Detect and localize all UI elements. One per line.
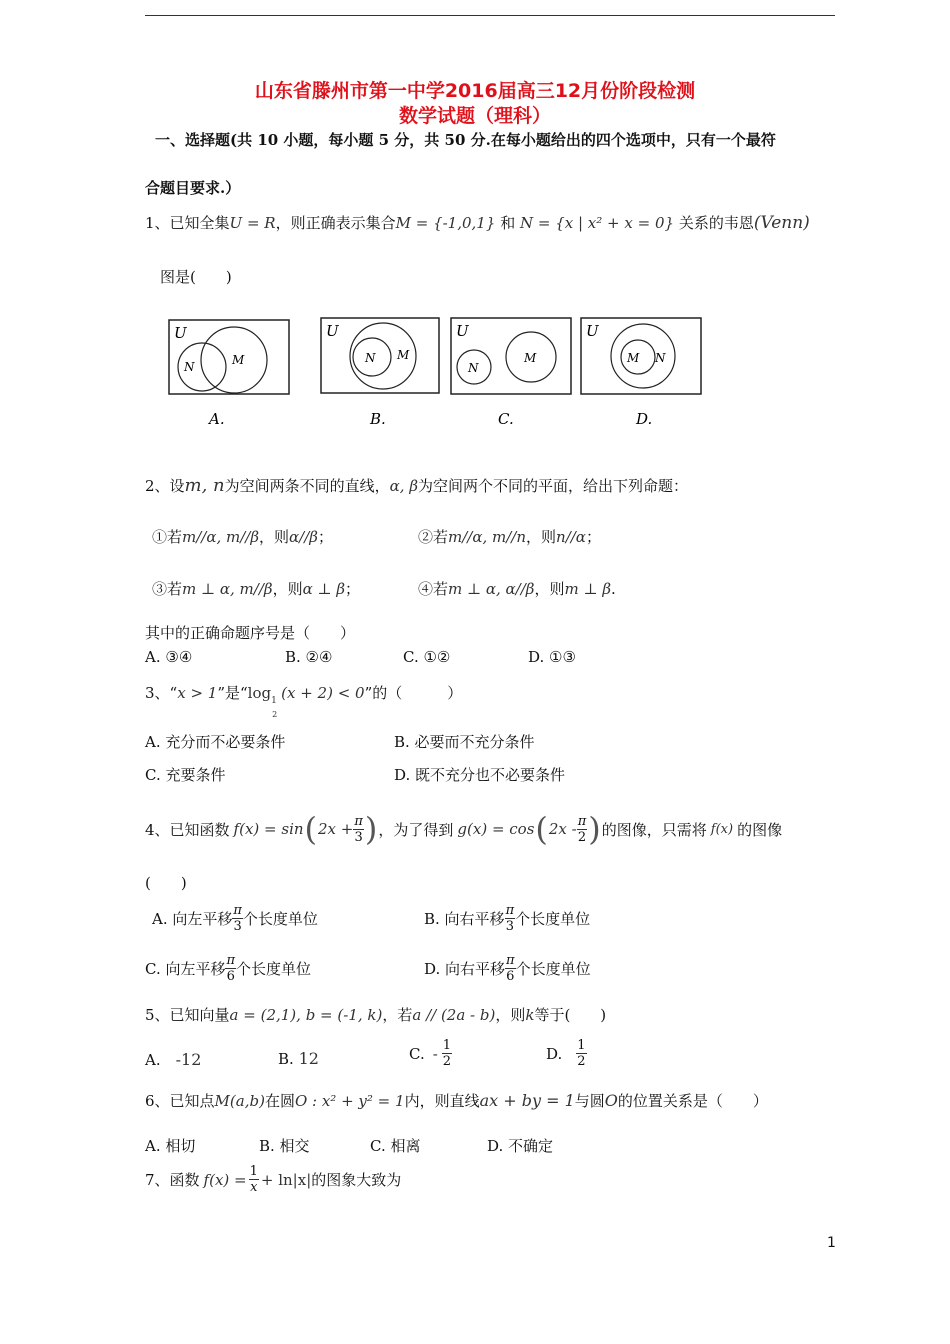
frac-den: 2 — [577, 829, 587, 845]
frac-den: 3 — [354, 829, 363, 845]
section-heading-cont: 合题目要求.） — [145, 179, 241, 197]
p2-text: ，则 — [526, 528, 557, 546]
label-u: U — [174, 324, 187, 342]
venn-label-a: A. — [209, 410, 225, 428]
frac-pi-6 — [225, 953, 236, 984]
proposition-2 — [418, 526, 601, 547]
p3-text: ③若 — [152, 580, 183, 598]
q1-text: 和 — [500, 214, 516, 232]
p1-text: ①若 — [152, 528, 183, 546]
frac-num: 1 — [442, 1038, 452, 1053]
q4-frac-pi-3 — [353, 814, 364, 845]
q6-text: 在圆 — [264, 1092, 295, 1110]
q6-text: 6、已知点 — [145, 1092, 215, 1110]
q5-option-b — [278, 1049, 319, 1068]
q3-math-log: log — [247, 684, 272, 702]
q4-math-arg: 2x + — [318, 820, 354, 838]
q3-text: ”的（ ） — [364, 684, 463, 702]
q4-paren-open: ( — [304, 810, 318, 848]
question-6 — [145, 1090, 768, 1111]
q2-math-mn: m, n — [184, 475, 225, 496]
opt-letter: B. — [278, 1050, 294, 1068]
q4-option-a — [152, 903, 318, 934]
q5-option-a — [145, 1049, 201, 1070]
q5-math-parallel: a // (2a - b) — [412, 1006, 496, 1024]
opt-letter: A. — [145, 1051, 161, 1069]
p1-text: ； — [317, 528, 333, 546]
q2-text: 2、设 — [145, 477, 185, 495]
q3-option-c: C. 充要条件 — [145, 766, 226, 784]
p2-math: m//α, m//n — [448, 528, 527, 546]
q4-option-b — [424, 903, 590, 934]
p2-math: n//α — [556, 528, 586, 546]
q5-option-d — [546, 1038, 587, 1069]
label-n: N — [468, 361, 479, 375]
q1-math-n: N = {x | x² + x = 0} — [519, 214, 675, 232]
q7-frac-1-x — [249, 1164, 259, 1195]
proposition-1 — [152, 526, 333, 547]
q6-math-point: M(a,b) — [214, 1092, 265, 1110]
q6-text: 内，则直线 — [404, 1092, 480, 1110]
opt-letter: D. — [546, 1044, 563, 1063]
p1-math: α//β — [289, 528, 318, 546]
frac-den: 6 — [226, 969, 235, 984]
frac-pi-3 — [232, 903, 243, 934]
q1-text: 1、已知全集 — [145, 214, 230, 232]
q3-option-a: A. 充分而不必要条件 — [145, 733, 286, 751]
q5-text: ，则 — [495, 1006, 526, 1024]
q7-text: 的图象大致为 — [311, 1171, 402, 1189]
proposition-3 — [152, 578, 360, 599]
p3-math: α ⊥ β — [302, 580, 346, 598]
q3-math-x: x > 1 — [177, 684, 218, 702]
q2-math-ab: α, β — [389, 477, 419, 495]
section-heading: 一、选择题(共 10 小题，每小题 5 分，共 50 分.在每小题给出的四个选项中，只有一个最符 — [155, 131, 776, 149]
q7-math-f: f(x) = — [203, 1170, 247, 1189]
frac-num: π — [505, 903, 515, 918]
venn-a — [169, 320, 289, 394]
question-1 — [145, 212, 810, 233]
q4-paren-open: ( — [535, 810, 548, 848]
q3-option-b: B. 必要而不充分条件 — [394, 733, 535, 751]
q1-math-m: M = {-1,0,1} — [395, 214, 496, 232]
q6-text: 与圆 — [574, 1092, 605, 1110]
q5-math-vectors: a = (2,1), b = (-1, k) — [229, 1006, 383, 1024]
question-2-ask: 其中的正确命题序号是（ ） — [145, 624, 356, 642]
p4-math: m ⊥ β — [564, 580, 612, 598]
opt-text: A. 向左平移 — [152, 910, 233, 928]
q3-text: ”是“ — [217, 684, 248, 702]
q2-option-a: A. ③④ — [145, 648, 193, 666]
q3-log-base — [271, 688, 281, 719]
question-7 — [145, 1164, 401, 1195]
question-4-cont: ( ) — [145, 874, 187, 892]
question-2 — [145, 475, 688, 496]
p1-math: m//α, m//β — [182, 528, 260, 546]
q4-math-f: f(x) = sin — [233, 820, 304, 838]
q3-text: 3、“ — [145, 684, 178, 702]
opt-value: 12 — [298, 1049, 319, 1068]
label-m: M — [627, 351, 640, 365]
q6-option-b: B. 相交 — [259, 1137, 310, 1155]
page-number: 1 — [827, 1235, 836, 1251]
label-m: M — [524, 351, 537, 365]
q4-frac-pi-2 — [577, 814, 588, 845]
question-4 — [145, 810, 782, 848]
q5-text: 等于( ) — [534, 1006, 607, 1024]
q6-math-circle: O : x² + y² = 1 — [294, 1092, 405, 1110]
q3-log-base-d: 2 — [272, 710, 278, 719]
venn-label-d: D. — [636, 410, 653, 428]
venn-d — [581, 318, 701, 394]
q7-text: 7、函数 — [145, 1171, 200, 1189]
venn-c — [451, 318, 571, 394]
frac-num: 1 — [577, 1038, 586, 1053]
q2-option-c: C. ①② — [403, 648, 451, 666]
label-u: U — [456, 322, 469, 340]
label-u: U — [586, 322, 599, 340]
q4-text: ，为了得到 — [378, 820, 454, 839]
q1-math-u: U = R — [229, 214, 276, 232]
label-u: U — [326, 322, 339, 340]
p4-text: ，则 — [534, 580, 565, 598]
p3-text: ，则 — [272, 580, 303, 598]
frac-num: π — [577, 813, 587, 829]
opt-text: 个长度单位 — [515, 960, 591, 978]
question-1-cont: 图是( ) — [160, 268, 232, 286]
q5-text: 5、已知向量 — [145, 1006, 230, 1024]
opt-text: 个长度单位 — [242, 910, 318, 928]
frac-half — [442, 1038, 452, 1069]
q4-paren-close: ) — [364, 810, 378, 848]
venn-diagrams — [160, 312, 720, 442]
frac-pi-6 — [505, 953, 516, 984]
q3-option-d: D. 既不充分也不必要条件 — [394, 766, 566, 784]
label-m: M — [397, 348, 410, 362]
q6-text: 的位置关系是（ ） — [617, 1092, 768, 1110]
frac-den: 6 — [506, 969, 515, 984]
p1-text: ，则 — [259, 528, 290, 546]
p4-text: ④若 — [418, 580, 449, 598]
p3-math: m ⊥ α, m//β — [182, 580, 273, 598]
frac-pi-3 — [505, 903, 516, 934]
q2-option-b: B. ②④ — [285, 648, 333, 666]
label-n: N — [365, 351, 376, 365]
q3-log-base-n: 1 — [271, 696, 277, 706]
p4-text: . — [611, 580, 616, 598]
frac-den: 3 — [505, 919, 514, 934]
q4-paren-close: ) — [588, 810, 601, 848]
frac-den: x — [250, 1180, 258, 1195]
opt-text: 个长度单位 — [236, 960, 312, 978]
frac-half — [576, 1038, 586, 1069]
q7-math-ln: + ln|x| — [260, 1170, 312, 1189]
p4-math: m ⊥ α, α//β — [448, 580, 535, 598]
p3-text: ； — [345, 580, 361, 598]
q1-text: 关系的韦恩 — [678, 214, 754, 232]
opt-text: C. 向左平移 — [145, 960, 226, 978]
q5-math-k: k — [525, 1006, 535, 1024]
q4-math-g: g(x) = cos — [457, 820, 535, 838]
q4-text: 4、已知函数 — [145, 820, 230, 839]
question-3 — [145, 682, 463, 719]
label-n: N — [184, 360, 195, 374]
frac-num: π — [233, 903, 242, 918]
proposition-4 — [418, 578, 616, 599]
venn-label-b: B. — [370, 410, 386, 428]
venn-label-c: C. — [498, 410, 514, 428]
title-line-2: 数学试题（理科） — [398, 105, 551, 127]
title-line-1: 山东省滕州市第一中学2016届高三12月份阶段检测 — [254, 80, 696, 102]
opt-letter: C. — [409, 1044, 425, 1063]
frac-den: 2 — [442, 1054, 452, 1069]
q5-option-c — [409, 1038, 452, 1069]
frac-num: π — [354, 813, 363, 829]
label-m: M — [232, 353, 245, 367]
frac-num: 1 — [249, 1164, 258, 1179]
q2-option-d: D. ①③ — [528, 648, 576, 666]
opt-text: B. 向右平移 — [424, 910, 505, 928]
q6-math-line: ax + by = 1 — [479, 1091, 575, 1110]
p2-text: ； — [585, 528, 601, 546]
q4-text: 的图像 — [737, 820, 783, 839]
opt-value: -12 — [175, 1050, 202, 1069]
opt-text: D. 向右平移 — [424, 960, 506, 978]
q4-math-fx: f(x) — [710, 821, 734, 837]
q4-option-c — [145, 953, 311, 984]
frac-num: π — [506, 953, 515, 968]
q6-option-d: D. 不确定 — [487, 1137, 554, 1155]
opt-text: 个长度单位 — [515, 910, 591, 928]
q5-text: ，若 — [382, 1006, 413, 1024]
frac-den: 2 — [577, 1054, 586, 1069]
label-n: N — [655, 351, 666, 365]
q4-math-arg: 2x - — [548, 820, 577, 838]
q2-text: 为空间两条不同的直线， — [224, 477, 390, 495]
q1-text: ，则正确表示集合 — [275, 214, 396, 232]
venn-b — [321, 318, 439, 393]
frac-num: π — [226, 953, 236, 968]
q3-math-arg: (x + 2) < 0 — [281, 684, 365, 702]
opt-sign: - — [432, 1044, 438, 1063]
q6-option-c: C. 相离 — [370, 1137, 421, 1155]
q6-math-o: O — [604, 1091, 618, 1110]
frac-den: 3 — [233, 919, 242, 934]
p2-text: ②若 — [418, 528, 449, 546]
question-5 — [145, 1004, 606, 1025]
q2-text: 为空间两个不同的平面，给出下列命题： — [418, 477, 689, 495]
q4-option-d — [424, 953, 591, 984]
q6-option-a: A. 相切 — [145, 1137, 196, 1155]
q4-text: 的图像，只需将 — [601, 820, 707, 839]
q1-math-venn: (Venn) — [753, 213, 810, 233]
top-rule — [145, 15, 835, 16]
